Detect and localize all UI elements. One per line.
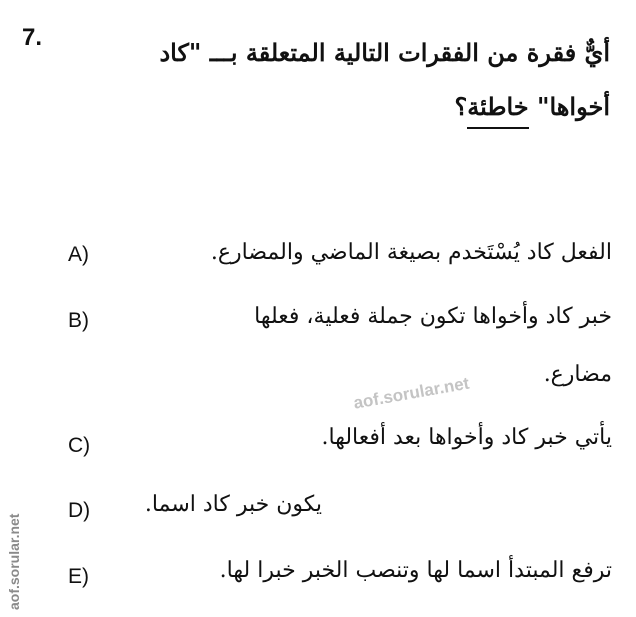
watermark-middle: aof.sorular.net xyxy=(352,373,471,413)
question-underlined-word: خاطئة xyxy=(467,92,528,129)
option-d-letter[interactable]: D) xyxy=(68,499,91,522)
question-text-prefix: أخواها" xyxy=(528,92,610,121)
option-c-letter[interactable]: C) xyxy=(68,434,91,457)
option-b-text[interactable]: خبر كاد وأخواها تكون جملة فعلية، فعلها xyxy=(254,304,612,329)
watermark-side: aof.sorular.net xyxy=(6,513,22,610)
option-e-letter[interactable]: E) xyxy=(68,565,89,588)
option-b-letter[interactable]: B) xyxy=(68,309,89,332)
question-text-line-1: أيٌّ فقرة من الفقرات التالية المتعلقة بـــ "كاد xyxy=(159,38,610,67)
question-number: 7. xyxy=(22,24,43,51)
question-mark: ؟ xyxy=(454,92,468,121)
option-a-text[interactable]: الفعل كاد يُسْتَخدم بصيغة الماضي والمضارع. xyxy=(210,240,612,265)
question-text-line-2 xyxy=(454,92,610,121)
option-c-text[interactable]: يأتي خبر كاد وأخواها بعد أفعالها. xyxy=(321,425,612,450)
option-d-text[interactable]: يكون خبر كاد اسما. xyxy=(144,492,322,517)
option-e-text[interactable]: ترفع المبتدأ اسما لها وتنصب الخبر خبرا لها. xyxy=(219,558,612,583)
option-b-text-continued[interactable]: مضارع. xyxy=(543,362,612,387)
option-a-letter[interactable]: A) xyxy=(68,243,89,266)
